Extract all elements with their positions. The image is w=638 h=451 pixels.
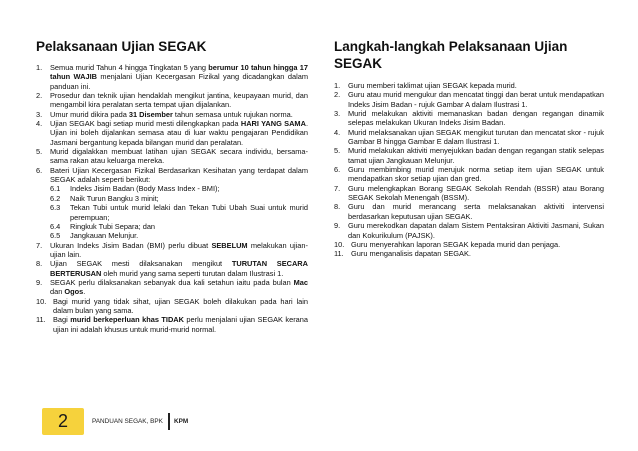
text-run: . bbox=[83, 287, 86, 297]
bold-text: Ogos bbox=[64, 287, 84, 297]
list-item-text bbox=[50, 278, 308, 296]
sub-item-number: 6.1 bbox=[50, 184, 61, 194]
text-run: Ukuran Indeks Jisim Badan (BMI) perlu dibuat bbox=[50, 240, 212, 250]
left-column bbox=[36, 38, 308, 334]
section-title-pelaksanaan: Pelaksanaan Ujian SEGAK bbox=[36, 39, 207, 54]
sub-list-item bbox=[50, 203, 308, 222]
list-item-text: Murid melaksanakan ujian SEGAK mengikut turutan dan mencatat skor - rujuk Gambar B hingga Gambar E dalam Ilustrasi 1. bbox=[348, 127, 604, 147]
list-item bbox=[334, 249, 604, 258]
sub-list bbox=[50, 184, 308, 240]
text-run: Semua murid Tahun 4 hingga Tingkatan 5 yang bbox=[50, 63, 209, 72]
list-item-number: 4. bbox=[334, 127, 341, 137]
list-item-text bbox=[50, 241, 308, 259]
sub-item-text: Indeks Jisim Badan (Body Mass Index - BMI); bbox=[70, 184, 220, 194]
list-item-number: 8. bbox=[334, 202, 341, 212]
sub-list-item bbox=[50, 222, 308, 231]
list-item bbox=[36, 147, 308, 166]
list-item bbox=[36, 241, 308, 260]
list-item-number: 6. bbox=[334, 165, 341, 175]
list-item-number: 11. bbox=[334, 249, 344, 259]
text-run: Prosedur dan teknik ujian hendaklah mengikut jantina, keupayaan murid, dan mengambil kira peralatan serta tempat ujian dijalankan. bbox=[50, 91, 308, 110]
list-item bbox=[36, 110, 308, 119]
list-item bbox=[36, 119, 308, 147]
page-number-box bbox=[42, 408, 84, 435]
bold-text: 31 Disember bbox=[128, 109, 173, 119]
list-item-number: 1. bbox=[334, 81, 341, 90]
footer-title: PANDUAN SEGAK, BPK bbox=[92, 418, 163, 425]
list-item-text bbox=[50, 147, 308, 165]
list-item-text: Murid melakukan aktiviti memanaskan badan dengan regangan dinamik selepas melakukan Ukuran Indeks Jisim Badan. bbox=[348, 109, 604, 128]
text-run: Bagi bbox=[53, 315, 71, 325]
text-run: Bagi murid yang tidak sihat, ujian SEGAK boleh dilakukan pada hari lain dalam bulan yang sama. bbox=[53, 296, 308, 315]
list-item-text: Guru membimbing murid merujuk norma setiap item ujian SEGAK untuk mendapatkan skor setiap ujian dan gred. bbox=[348, 165, 604, 184]
bold-text: HARI YANG SAMA bbox=[240, 119, 306, 129]
sub-item-number: 6.5 bbox=[50, 231, 61, 241]
list-item-number: 9. bbox=[334, 221, 341, 231]
text-run: Ujian SEGAK bagi setiap murid mesti dilengkapkan pada bbox=[50, 119, 241, 129]
text-run: melakukan ujian-ujian lain. bbox=[50, 240, 308, 259]
list-item bbox=[36, 63, 308, 91]
sub-item-number: 6.2 bbox=[50, 193, 61, 203]
list-item-number: 6. bbox=[36, 165, 43, 175]
list-item bbox=[334, 146, 604, 165]
list-item bbox=[334, 81, 604, 90]
list-item-text bbox=[53, 297, 308, 315]
list-item-number: 7. bbox=[334, 183, 341, 193]
text-run: . Ujian ini boleh dijalankan semasa atau di luar waktu pengajaran Pendidikan Jasmani bergantung kepada bilangan murid dan peralatan. bbox=[50, 119, 308, 147]
list-item bbox=[334, 202, 604, 221]
list-item-text: Guru atau murid mengukur dan mencatat tinggi dan berat untuk mendapatkan Indeks Jisim Badan - rujuk Gambar A dalam Ilustrasi 1. bbox=[348, 90, 604, 109]
list-item-text bbox=[50, 91, 308, 109]
list-item bbox=[334, 184, 604, 203]
text-run: tahun semasa untuk rujukan norma. bbox=[172, 109, 293, 119]
text-run: Bateri Ujian Kecergasan Fizikal Berdasarkan Kesihatan yang terdapat dalam SEGAK adalah seperti berikut: bbox=[50, 165, 308, 185]
list-item bbox=[36, 297, 308, 316]
list-item-number: 5. bbox=[334, 146, 341, 156]
list-item-number: 5. bbox=[36, 147, 43, 157]
list-item-number: 11. bbox=[36, 315, 46, 325]
list-item-number: 1. bbox=[36, 63, 43, 72]
footer-divider bbox=[168, 413, 170, 430]
list-item-text bbox=[50, 110, 293, 119]
list-item-text: Guru memberi taklimat ujian SEGAK kepada murid. bbox=[348, 81, 517, 90]
list-item-text: Guru dan murid merancang serta melaksanakan aktiviti intervensi berdasarkan keputusan ujian SEGAK. bbox=[348, 202, 604, 221]
list-item-text: Guru melengkapkan Borang SEGAK Sekolah Rendah (BSSR) atau Borang SEGAK Sekolah Menengah (BSSM). bbox=[348, 183, 604, 203]
footer-org: KPM bbox=[174, 418, 189, 425]
bold-text: berumur 10 tahun hingga 17 tahun WAJIB bbox=[50, 63, 308, 82]
sub-item-text: Tekan Tubi untuk murid lelaki dan Tekan Tubi Ubah Suai untuk murid perempuan; bbox=[70, 203, 308, 222]
text-run: Murid digalakkan membuat latihan ujian SEGAK secara individu, bersama-sama rakan atau keluarga mereka. bbox=[50, 147, 308, 166]
page-number: 2 bbox=[57, 411, 68, 431]
sub-list-item bbox=[50, 231, 308, 240]
sub-item-text: Jangkauan Melunjur. bbox=[70, 231, 139, 241]
list-item-text: Guru menyerahkan laporan SEGAK kepada murid dan penjaga. bbox=[351, 239, 561, 249]
pelaksanaan-list bbox=[36, 63, 308, 334]
sub-item-number: 6.4 bbox=[50, 221, 61, 231]
bold-text: SEBELUM bbox=[211, 240, 248, 250]
sub-item-text: Naik Turun Bangku 3 minit; bbox=[70, 193, 159, 203]
text-run: dan bbox=[50, 287, 65, 297]
bold-text: Mac bbox=[293, 277, 308, 287]
section-title-langkah: Langkah-langkah Pelaksanaan Ujian SEGAK bbox=[334, 39, 568, 71]
list-item bbox=[36, 91, 308, 110]
page-footer bbox=[42, 408, 212, 436]
text-run: Umur murid dikira pada bbox=[50, 109, 129, 119]
sub-list-item bbox=[50, 184, 308, 193]
list-item bbox=[334, 165, 604, 184]
sub-list-item bbox=[50, 194, 308, 203]
bold-text: murid berkeperluan khas TIDAK bbox=[70, 315, 184, 325]
list-item-number: 3. bbox=[36, 109, 43, 119]
list-item-text bbox=[53, 315, 308, 333]
list-item bbox=[334, 240, 604, 249]
list-item bbox=[334, 128, 604, 147]
list-item-text: Murid melakukan aktiviti menyejukkan badan dengan regangan statik selepas tamat ujian Jangkauan Melunjur. bbox=[348, 146, 604, 165]
list-item-text bbox=[50, 119, 308, 147]
list-item bbox=[334, 90, 604, 109]
list-item-number: 8. bbox=[36, 259, 43, 269]
list-item-text bbox=[50, 259, 308, 277]
langkah-list bbox=[334, 81, 604, 259]
text-run: Ujian SEGAK mesti dilaksanakan mengikut bbox=[50, 259, 232, 269]
list-item-number: 2. bbox=[36, 91, 43, 101]
list-item-text bbox=[50, 63, 308, 91]
list-item-number: 4. bbox=[36, 119, 43, 129]
list-item-number: 2. bbox=[334, 90, 341, 100]
bold-text: TURUTAN SECARA BERTERUSAN bbox=[50, 259, 308, 278]
text-run: perlu menjalani ujian SEGAK kerana ujian ini adalah khusus untuk murid-murid normal. bbox=[53, 315, 308, 334]
list-item-number: 7. bbox=[36, 240, 43, 250]
text-run: SEGAK perlu dilaksanakan sebanyak dua kali setahun iaitu pada bulan bbox=[50, 277, 294, 287]
list-item-number: 10. bbox=[334, 239, 345, 249]
list-item bbox=[334, 221, 604, 240]
list-item-text: Guru menganalisis dapatan SEGAK. bbox=[351, 249, 471, 259]
text-run: menjalani Ujian Kecergasan Fizikal yang dicadangkan dalam panduan ini. bbox=[50, 72, 308, 91]
list-item-text: Guru merekodkan dapatan dalam Sistem Pentaksiran Aktiviti Jasmani, Sukan dan Kokurikulum (PAJSK). bbox=[348, 221, 604, 240]
list-item-text bbox=[50, 166, 308, 184]
sub-item-number: 6.3 bbox=[50, 203, 61, 213]
sub-item-text: Ringkuk Tubi Separa; dan bbox=[70, 221, 156, 231]
list-item-number: 10. bbox=[36, 296, 47, 306]
list-item bbox=[36, 278, 308, 297]
list-item bbox=[334, 109, 604, 128]
text-run: oleh murid yang sama seperti turutan dalam Ilustrasi 1. bbox=[101, 268, 284, 278]
list-item bbox=[36, 315, 308, 334]
right-column bbox=[334, 38, 604, 259]
list-item bbox=[36, 259, 308, 278]
list-item-number: 9. bbox=[36, 277, 43, 287]
list-item bbox=[36, 166, 308, 241]
list-item-number: 3. bbox=[334, 109, 341, 119]
